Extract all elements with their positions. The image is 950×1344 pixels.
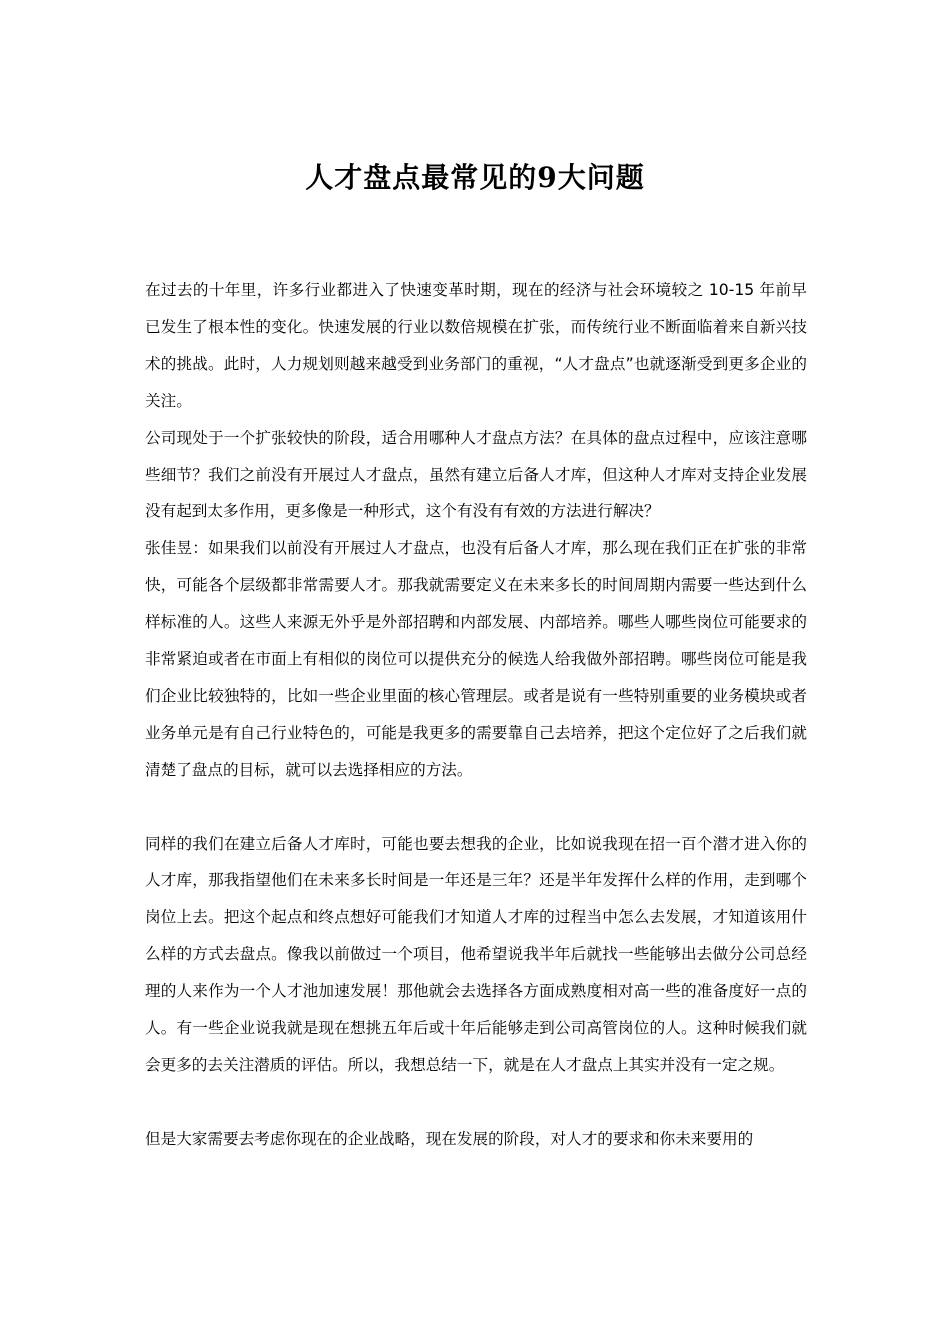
document-body — [145, 272, 807, 1158]
paragraph-spacer — [145, 1084, 807, 1121]
paragraph-talent-pool: 同样的我们在建立后备人才库时，可能也要去想我的企业，比如说我现在招一百个潜才进入你的人才库，那我指望他们在未来多长时间是一年还是三年？还是半年发挥什么样的作用，走到哪个岗位上去。把这个起点和终点想好可能我们才知道人才库的过程当中怎么去发展，才知道该用什么样的方式去盘点。像我以前做过一个项目，他希望说我半年后就找一些能够出去做分公司总经理的人来作为一个人才池加速发展！那他就会去选择各方面成熟度相对高一些的准备度好一点的人。有一些企业说我就是现在想挑五年后或十年后能够走到公司高管岗位的人。这种时候我们就会更多的去关注潜质的评估。所以，我想总结一下，就是在人才盘点上其实并没有一定之规。 — [145, 834, 807, 1075]
paragraph-spacer — [145, 789, 807, 826]
document-title: 人才盘点最常见的9大问题 — [305, 161, 645, 194]
paragraph-intro: 在过去的十年里，许多行业都进入了快速变革时期，现在的经济与社会环境较之 10-15 年前早已发生了根本性的变化。快速发展的行业以数倍规模在扩张，而传统行业不断面临着来自新兴技术的挑战。此时，人力规划则越来越受到业务部门的重视，“人才盘点”也就逐渐受到更多企业的关注。 — [145, 281, 807, 410]
paragraph-strategy: 但是大家需要去考虑你现在的企业战略，现在发展的阶段，对人才的要求和你未来要用的 — [145, 1129, 754, 1148]
paragraph-question: 公司现处于一个扩张较快的阶段，适合用哪种人才盘点方法？在具体的盘点过程中，应该注意哪些细节？我们之前没有开展过人才盘点，虽然有建立后备人才库，但这种人才库对支持企业发展没有起到太多作用，更多像是一种形式，这个有没有有效的方法进行解决？ — [145, 428, 807, 521]
paragraph-answer: 张佳昱：如果我们以前没有开展过人才盘点，也没有后备人才库，那么现在我们正在扩张的非常快，可能各个层级都非常需要人才。那我就需要定义在未来多长的时间周期内需要一些达到什么样标准的人。这些人来源无外乎是外部招聘和内部发展、内部培养。哪些人哪些岗位可能要求的非常紧迫或者在市面上有相似的岗位可以提供充分的候选人给我做外部招聘。哪些岗位可能是我们企业比较独特的，比如一些企业里面的核心管理层。或者是说有一些特别重要的业务模块或者业务单元是有自己行业特色的，可能是我更多的需要靠自己去培养，把这个定位好了之后我们就清楚了盘点的目标，就可以去选择相应的方法。 — [145, 539, 807, 779]
